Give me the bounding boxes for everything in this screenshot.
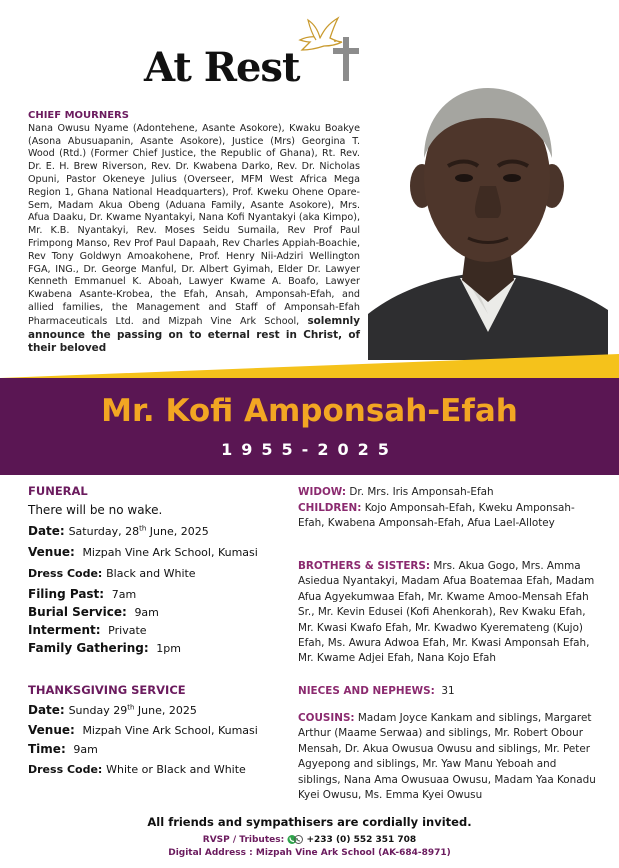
filing-past-value: 7am xyxy=(111,588,137,601)
deceased-years: 1955-2025 xyxy=(221,440,398,459)
widow-label: WIDOW: xyxy=(298,486,347,498)
funeral-date-value: Saturday, 28th June, 2025 xyxy=(68,524,209,538)
cross-icon xyxy=(333,37,359,81)
phone-icon xyxy=(287,834,303,845)
nieces-nephews-label: NIECES AND NEPHEWS: xyxy=(298,685,435,697)
chief-mourners-block xyxy=(28,110,360,356)
funeral-dress-label: Dress Code: xyxy=(28,567,103,580)
cousins-entry xyxy=(298,711,598,803)
funeral-dress-value: Black and White xyxy=(106,567,196,580)
widow-value: Dr. Mrs. Iris Amponsah-Efah xyxy=(349,486,494,498)
burial-service-row xyxy=(28,605,159,619)
no-wake-note: There will be no wake. xyxy=(28,503,163,517)
filing-past-label: Filing Past: xyxy=(28,587,105,601)
children-label: CHILDREN: xyxy=(298,502,362,514)
thanksgiving-dress-value: White or Black and White xyxy=(106,763,246,776)
rsvp-line xyxy=(0,834,619,845)
rsvp-phone: +233 (0) 552 351 708 xyxy=(306,835,417,845)
filing-past-row xyxy=(28,587,136,601)
widow-entry xyxy=(298,485,598,500)
deceased-name: Mr. Kofi Amponsah-Efah xyxy=(101,393,518,429)
thanksgiving-dress-row xyxy=(28,762,246,776)
thanksgiving-venue-label: Venue: xyxy=(28,723,75,737)
thanksgiving-venue-row xyxy=(28,723,258,737)
invitation-line: All friends and sympathisers are cordially invited. xyxy=(147,815,472,829)
thanksgiving-time-value: 9am xyxy=(73,743,98,756)
portrait-photo xyxy=(368,78,608,360)
interment-label: Interment: xyxy=(28,623,101,637)
family-gathering-value: 1pm xyxy=(156,642,181,655)
interment-row xyxy=(28,623,147,637)
cousins-value: Madam Joyce Kankam and siblings, Margaret Arthur (Maame Serwaa) and siblings, Mr. Robert Obour Mensah, Dr. Akua Owusua Owusu and siblings, Mr. Peter Agyepong and siblings, Mr. Yaw Manu Yeboah and siblings, Nana Ama Owusuaa Owusu, Madam Yaa Konadu Kyei Owusu, Ms. Emma Kyei Owusu xyxy=(298,712,596,802)
thanksgiving-venue-value: Mizpah Vine Ark School, Kumasi xyxy=(82,724,258,737)
chief-mourners-text: Nana Owusu Nyame (Adontehene, Asante Asokore), Kwaku Boakye (Asona Abusuapanin, Asante Asokore), Justice (Mrs) Georgina T. Wood (Rtd.) (Former Chief Justice, the Republic of Ghana), Rt. Rev. Dr. E. H. Brew Riverson, Rev. Dr. Kwabena Darko, Rev. Dr. Nicholas Opuni, Pastor Okeneye Julius (Overseer, MFM West Africa Mega Region 1, Ghana National Headquarters), Prof. Kweku Ohene Opare-Sem, Madam Akua Obeng (Aduana Family, Asante Asokore), Mrs. Afua Daaku, Dr. Kwame Nyantakyi, Nana Kofi Nyantakyi (aka Kimpo), Mr. K.B. Nyantakyi, Rev. Moses Seidu Sumaila, Rev Prof Paul Frimpong Manso, Rev Prof Paul Dapaah, Rev Charles Appiah-Boachie, Rev Tony Goldwyn Amoakohene, Prof. Henry Nii-Adziri Wellington FGA, ING., Dr. George Manful, Dr. Albert Gyimah, Elder Dr. Lawyer Kenneth Emmanuel K. Aboah, Lawyer Kwame A. Boafo, Lawyer Kwabena Asante-Krobea, the Efah, Ansah, Amponsah-Efah, and allied families, the Management and Staff of Amponsah-Efah Pharmaceuticals Ltd. and Mizpah Vine Ark School, xyxy=(28,122,360,327)
thanksgiving-date-value: Sunday 29th June, 2025 xyxy=(68,703,197,717)
funeral-title: FUNERAL xyxy=(28,484,88,498)
children-entry xyxy=(298,501,598,532)
siblings-entry xyxy=(298,559,598,667)
thanksgiving-dress-label: Dress Code: xyxy=(28,763,103,776)
thanksgiving-time-label: Time: xyxy=(28,742,66,756)
funeral-venue-value: Mizpah Vine Ark School, Kumasi xyxy=(82,546,258,559)
thanksgiving-time-row xyxy=(28,742,98,756)
thanksgiving-title: THANKSGIVING SERVICE xyxy=(28,683,186,697)
funeral-venue-label: Venue: xyxy=(28,545,75,559)
funeral-venue-row xyxy=(28,545,258,559)
chief-mourners-label: CHIEF MOURNERS xyxy=(28,110,129,121)
siblings-label: BROTHERS & SISTERS: xyxy=(298,560,431,572)
funeral-date-row xyxy=(28,524,209,538)
thanksgiving-date-label: Date: xyxy=(28,703,65,717)
nieces-nephews-entry xyxy=(298,684,598,699)
nieces-nephews-value: 31 xyxy=(441,685,455,697)
siblings-value: Mrs. Akua Gogo, Mrs. Amma Asiedua Nyantakyi, Madam Afua Boatemaa Efah, Madam Afua Agyekumwaa Efah, Mr. Kwame Amoo-Mensah Efah Sr., Mr. Kevin Edusei (Kofi Ahenkorah), Rev Kwaku Efah, Mr. Kwasi Kwafo Efah, Mr. Kwadwo Kyeremateng (Kujo) Efah, Ms. Awura Adwoa Efah, Mr. Kwasi Amponsah Efah, Mr. Kwame Adjei Efah, Nana Kojo Efah xyxy=(298,560,595,665)
thanksgiving-date-row xyxy=(28,703,197,717)
rsvp-label: RVSP / Tributes: xyxy=(202,835,285,845)
page-title: At Rest xyxy=(144,44,300,91)
announcement-text: solemnly announce the passing on to eternal rest in Christ, of their beloved xyxy=(28,314,360,355)
family-gathering-row xyxy=(28,641,181,655)
funeral-dress-row xyxy=(28,566,196,580)
interment-value: Private xyxy=(108,624,147,637)
burial-service-value: 9am xyxy=(134,606,159,619)
funeral-date-label: Date: xyxy=(28,524,65,538)
family-gathering-label: Family Gathering: xyxy=(28,641,149,655)
digital-address: Digital Address : Mizpah Vine Ark School (AK-684-8971) xyxy=(168,848,451,858)
children-value: Kojo Amponsah-Efah, Kweku Amponsah-Efah, Kwabena Amponsah-Efah, Afua Lael-Allotey xyxy=(298,502,575,530)
cousins-label: COUSINS: xyxy=(298,712,355,724)
burial-service-label: Burial Service: xyxy=(28,605,127,619)
